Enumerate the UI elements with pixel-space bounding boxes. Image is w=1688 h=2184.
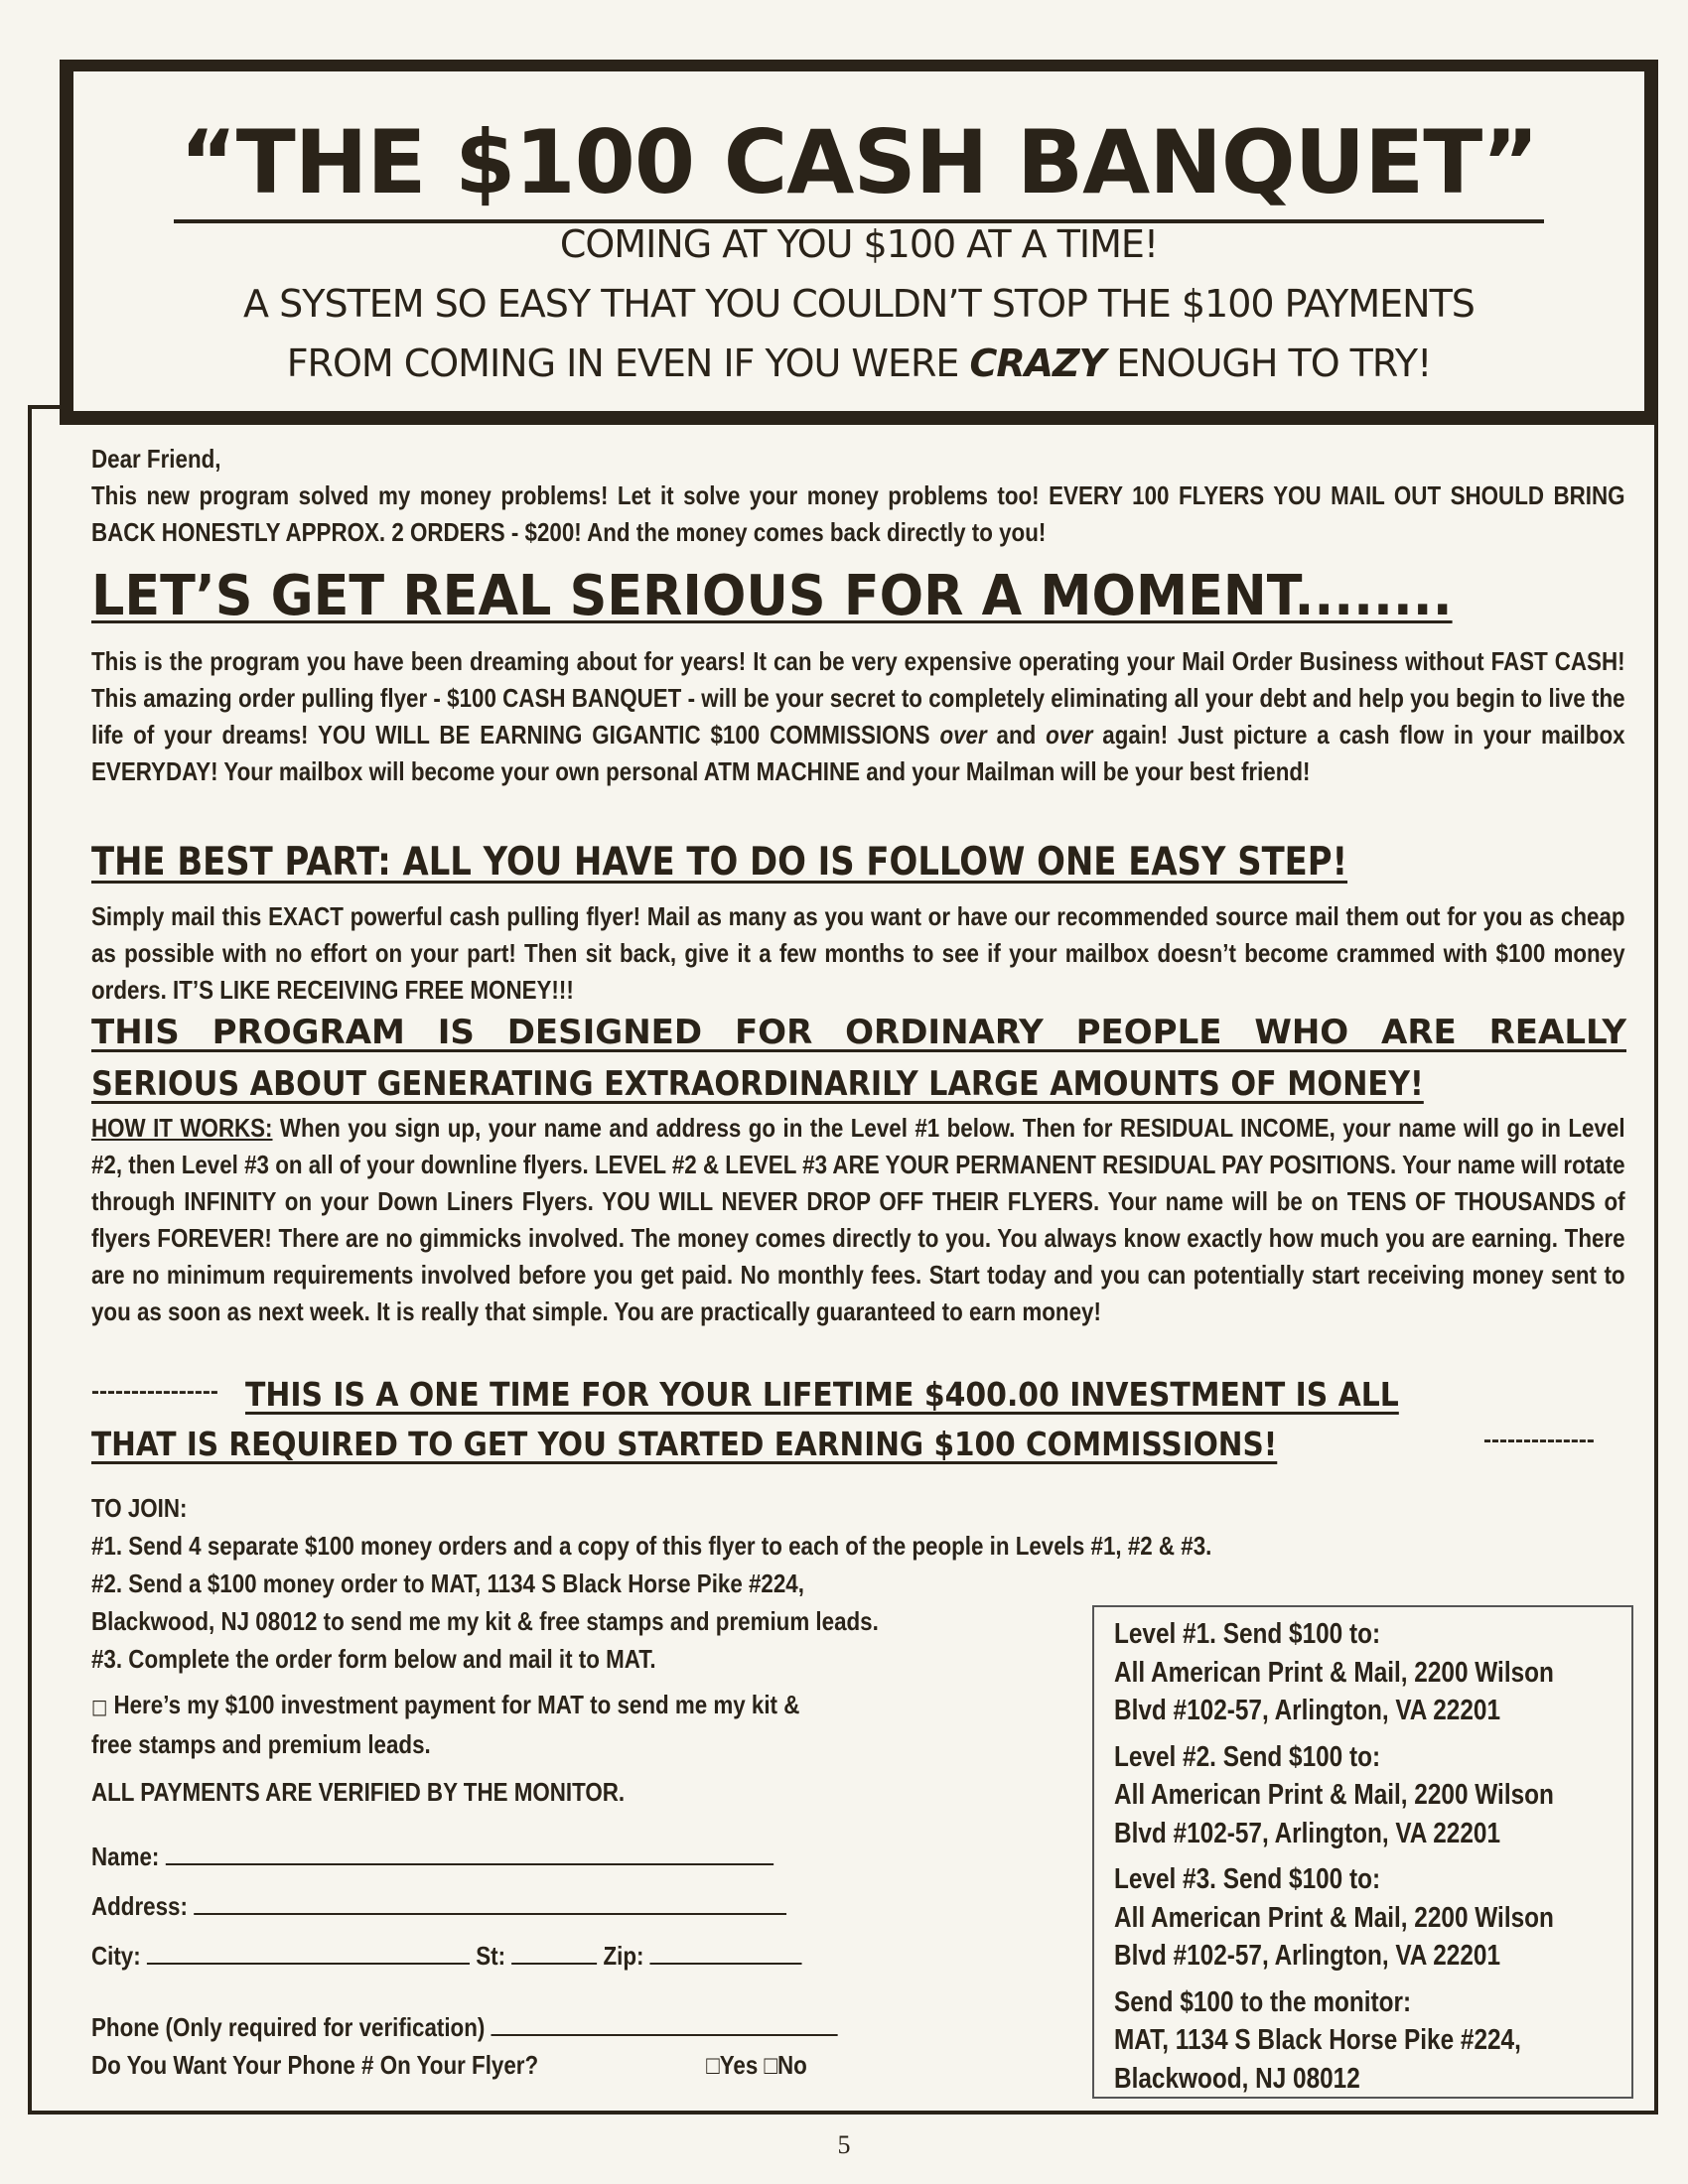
- paragraph-mail-flyer-text: Simply mail this EXACT powerful cash pulling flyer! Mail as many as you want or have our recommended source mail them out for you as cheap as possible with no effort on your part! Then sit back, give it a few months to see if your mailbox doesn’t become crammed with $100 money orders. IT’S LIKE RECEIVING FREE MONEY!!!: [91, 901, 1625, 1005]
- flyer-title-text: “THE $100 CASH BANQUET”: [174, 111, 1544, 223]
- join-step-2b: Blackwood, NJ 08012 to send me my kit & free stamps and premium leads.: [91, 1606, 879, 1636]
- monitor-address-2: Blackwood, NJ 08012: [1114, 2062, 1360, 2095]
- levels-box: [1092, 1605, 1633, 2099]
- how-it-works-label: HOW IT WORKS:: [91, 1113, 273, 1143]
- level-1-label: Level #1. Send $100 to:: [1114, 1618, 1381, 1650]
- name-field[interactable]: [166, 1840, 774, 1865]
- header-line-3-start: FROM COMING IN EVEN IF YOU WERE: [286, 341, 970, 385]
- headline-ordinary-line1: [91, 1013, 1626, 1052]
- levels-list: [1114, 1615, 1656, 2098]
- and-word: and: [986, 720, 1047, 750]
- level-3-label: Level #3. Send $100 to:: [1114, 1863, 1381, 1895]
- paragraph-dreaming-text: [91, 643, 1625, 790]
- name-label: Name:: [91, 1842, 160, 1871]
- headline-serious-text: LET’S GET REAL SERIOUS FOR A MOMENT........: [91, 564, 1453, 628]
- join-step-1: #1. Send 4 separate $100 money orders and a copy of this flyer to each of the people in Levels #1, #2 & #3.: [91, 1531, 1212, 1561]
- over-word-2: over: [1046, 720, 1093, 750]
- investment-line-2: [91, 1425, 1626, 1463]
- address-field[interactable]: [194, 1889, 786, 1915]
- intro-section: [91, 441, 1626, 551]
- yes-checkbox[interactable]: □Yes: [706, 2050, 759, 2080]
- flyer-title: [73, 111, 1644, 213]
- zip-field[interactable]: [650, 1939, 802, 1965]
- header-line-1: COMING AT YOU $100 AT A TIME!: [559, 222, 1159, 266]
- paragraph-dreaming-a: This is the program you have been dreaming about for years! It can be very expensive operating your Mail Order Business without FAST CASH! This amazing order pulling flyer - $100 CASH BANQUET - will be your secret to completely eliminating all your debt and help you begin to live the life of your dreams! YOU WILL BE EARNING GIGANTIC $100 COMMISSIONS: [91, 646, 1625, 750]
- city-label: City:: [91, 1941, 141, 1971]
- header-line-3: [73, 341, 1644, 385]
- level-2-address-1: All American Print & Mail, 2200 Wilson: [1114, 1779, 1554, 1811]
- headline-ordinary-line1-text: THIS PROGRAM IS DESIGNED FOR ORDINARY PEOPLE WHO ARE REALLY: [91, 1013, 1626, 1052]
- phone-row: [91, 2008, 1099, 2046]
- page-number: 5: [837, 2130, 851, 2159]
- level-3-address-1: All American Print & Mail, 2200 Wilson: [1114, 1901, 1554, 1934]
- investment-headline: [91, 1375, 1626, 1463]
- name-row: [91, 1832, 1099, 1881]
- intro-paragraph: This new program solved my money problems! Let it solve your money problems too! EVERY 100 FLYERS YOU MAIL OUT SHOULD BRING BACK HONESTLY APPROX. 2 ORDERS - $200! And the money comes back directly to you!: [91, 480, 1625, 547]
- paragraph-dreaming-b: again! Just picture a cash flow in your mailbox EVERYDAY! Your mailbox will become your own personal ATM MACHINE and your Mailman will be your best friend!: [91, 720, 1625, 786]
- address-label: Address:: [91, 1891, 188, 1921]
- over-word-1: over: [939, 720, 987, 750]
- investment-line-1: [91, 1375, 1626, 1423]
- how-it-works-text: [91, 1110, 1625, 1330]
- level-1-address-1: All American Print & Mail, 2200 Wilson: [1114, 1656, 1554, 1689]
- join-step-2a: #2. Send a $100 money order to MAT, 1134 S Black Horse Pike #224,: [91, 1569, 804, 1598]
- headline-serious: [91, 564, 1626, 628]
- header-line-2: A SYSTEM SO EASY THAT YOU COULDN’T STOP THE $100 PAYMENTS: [243, 282, 1475, 326]
- join-title: TO JOIN:: [91, 1493, 188, 1523]
- verified-note: ALL PAYMENTS ARE VERIFIED BY THE MONITOR.: [91, 1777, 626, 1807]
- monitor-label: Send $100 to the monitor:: [1114, 1985, 1412, 2018]
- payment-checkbox[interactable]: □: [91, 1695, 108, 1718]
- city-row: [91, 1931, 1099, 1980]
- how-it-works: [91, 1110, 1626, 1330]
- phone-label: Phone (Only required for verification): [91, 2012, 486, 2042]
- yes-no-options: [706, 2046, 807, 2084]
- phone-on-flyer-row: [91, 2046, 1099, 2084]
- level-2-address-2: Blvd #102-57, Arlington, VA 22201: [1114, 1817, 1500, 1849]
- zip-label: Zip:: [603, 1941, 644, 1971]
- phone-field[interactable]: [492, 2010, 838, 2036]
- no-checkbox[interactable]: □No: [764, 2050, 807, 2080]
- join-step-3: #3. Complete the order form below and mail it to MAT.: [91, 1644, 656, 1674]
- headline-best-part: [91, 840, 1626, 885]
- order-form: [91, 1832, 1084, 2084]
- headline-ordinary-line2: SERIOUS ABOUT GENERATING EXTRAORDINARILY LARGE AMOUNTS OF MONEY!: [91, 1064, 1424, 1104]
- phone-on-flyer-label: Do You Want Your Phone # On Your Flyer?: [91, 2050, 539, 2080]
- headline-best-part-text: THE BEST PART: ALL YOU HAVE TO DO IS FOLLOW ONE EASY STEP!: [91, 840, 1348, 885]
- crazy-word: CRAZY: [969, 341, 1106, 385]
- payment-label-a: Here’s my $100 investment payment for MAT to send me my kit &: [107, 1690, 800, 1719]
- order-form-fields: [91, 1832, 1099, 2084]
- headline-ordinary-people: [91, 1013, 1626, 1104]
- how-it-works-body: When you sign up, your name and address go in the Level #1 below. Then for RESIDUAL INCOME, your name will go in Level #2, then Level #3 on all of your downline flyers. LEVEL #2 & LEVEL #3 ARE YOUR PERMANENT RESIDUAL PAY POSITIONS. Your name will rotate through INFINITY on your Down Liners Flyers. YOU WILL NEVER DROP OFF THEIR FLYERS. Your name will be on TENS OF THOUSANDS of flyers FOREVER! There are no gimmicks involved. The money comes directly to you. You always know exactly how much you are earning. There are no minimum requirements involved before you get paid. No monthly fees. Start today and you can potentially start receiving money sent to you as soon as next week. It is really that simple. You are practically guaranteed to earn money!: [91, 1113, 1625, 1326]
- state-label: St:: [476, 1941, 506, 1971]
- header-box: [60, 60, 1658, 425]
- header-line-3-end: ENOUGH TO TRY!: [1105, 341, 1432, 385]
- address-row: [91, 1881, 1099, 1931]
- monitor-address-1: MAT, 1134 S Black Horse Pike #224,: [1114, 2024, 1521, 2056]
- level-3-address-2: Blvd #102-57, Arlington, VA 22201: [1114, 1940, 1500, 1972]
- paragraph-mail-flyer: [91, 898, 1626, 1009]
- paragraph-dreaming: [91, 643, 1626, 790]
- dashes-right: --------------: [1483, 1427, 1595, 1453]
- salutation: Dear Friend,: [91, 444, 221, 474]
- investment-line-1-text: THIS IS A ONE TIME FOR YOUR LIFETIME $400.00 INVESTMENT IS ALL: [245, 1375, 1399, 1414]
- investment-line-2-text: THAT IS REQUIRED TO GET YOU STARTED EARNING $100 COMMISSIONS!: [91, 1425, 1278, 1463]
- level-2-label: Level #2. Send $100 to:: [1114, 1740, 1381, 1773]
- state-field[interactable]: [511, 1939, 597, 1965]
- city-field[interactable]: [147, 1939, 470, 1965]
- dashes-left: ----------------: [91, 1378, 218, 1405]
- level-1-address-2: Blvd #102-57, Arlington, VA 22201: [1114, 1695, 1500, 1726]
- payment-label-b: free stamps and premium leads.: [91, 1729, 431, 1759]
